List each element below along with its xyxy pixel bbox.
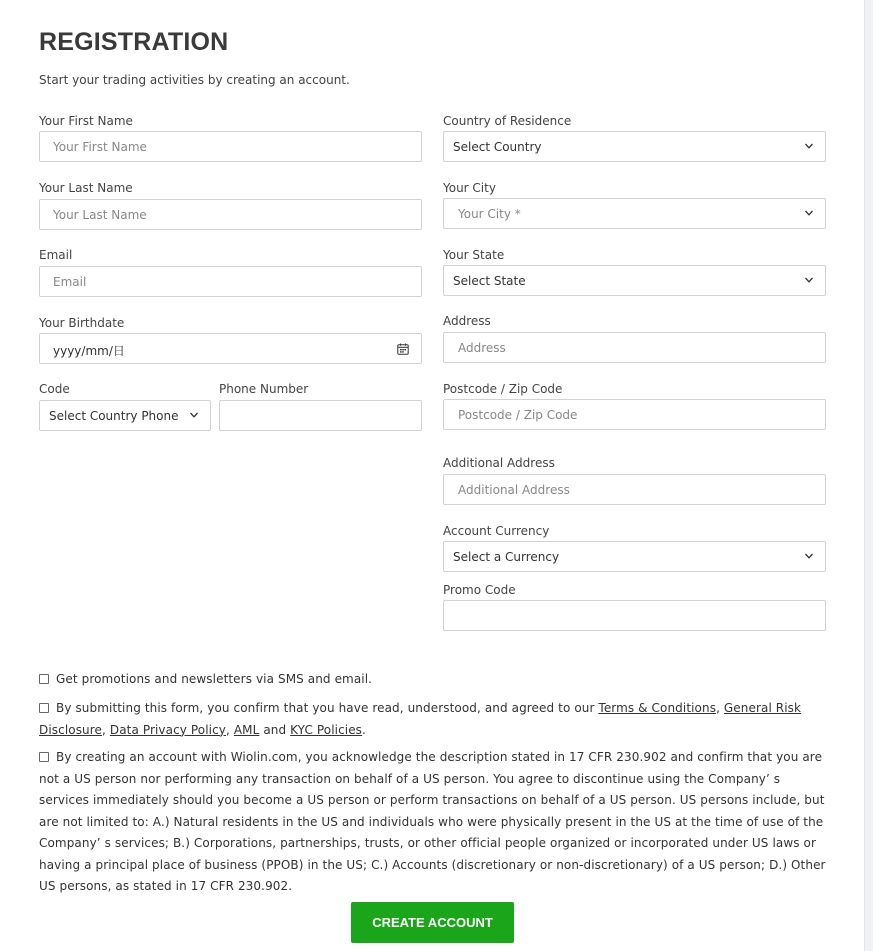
promo-code-label: Promo Code bbox=[443, 583, 516, 597]
currency-value: Select a Currency bbox=[453, 549, 560, 564]
currency-select[interactable] bbox=[443, 541, 826, 572]
terms-consent bbox=[39, 698, 829, 741]
city-label: Your City bbox=[443, 181, 496, 195]
terms-consent-text bbox=[39, 698, 829, 741]
create-account-button[interactable]: CREATE ACCOUNT bbox=[351, 902, 514, 943]
newsletter-consent bbox=[39, 669, 829, 691]
chevron-down-icon bbox=[189, 410, 199, 420]
additional-address-input[interactable] bbox=[443, 474, 826, 505]
risk-disclosure-link[interactable]: General Risk Disclosure bbox=[39, 701, 802, 737]
state-value: Select State bbox=[453, 273, 526, 288]
country-phone-code-value: Select Country Phone bbox=[49, 408, 179, 423]
country-phone-code-select[interactable] bbox=[39, 400, 211, 431]
last-name-label: Your Last Name bbox=[39, 181, 133, 195]
birthdate-input[interactable] bbox=[39, 333, 422, 364]
birthdate-label: Your Birthdate bbox=[39, 316, 125, 330]
terms-suffix: . bbox=[362, 722, 366, 737]
privacy-policy-link[interactable]: Data Privacy Policy bbox=[109, 722, 227, 737]
terms-separator: and bbox=[259, 722, 291, 737]
city-value: Your City * bbox=[458, 206, 521, 221]
terms-conditions-link[interactable]: Terms & Conditions bbox=[598, 701, 717, 715]
newsletter-checkbox[interactable] bbox=[39, 674, 49, 684]
aml-link[interactable]: AML bbox=[233, 722, 260, 737]
city-select[interactable] bbox=[443, 198, 826, 229]
phone-number-label: Phone Number bbox=[219, 382, 309, 396]
chevron-down-icon bbox=[804, 275, 814, 285]
chevron-down-icon bbox=[804, 208, 814, 218]
terms-separator: , bbox=[226, 722, 234, 737]
us-person-checkbox[interactable] bbox=[39, 752, 49, 762]
phone-number-input[interactable] bbox=[219, 400, 422, 431]
code-label: Code bbox=[39, 382, 70, 396]
additional-address-label: Additional Address bbox=[443, 456, 555, 470]
last-name-input[interactable] bbox=[39, 199, 422, 230]
first-name-input[interactable] bbox=[39, 131, 422, 162]
terms-separator: , bbox=[102, 722, 110, 737]
chevron-down-icon bbox=[804, 141, 814, 151]
terms-checkbox[interactable] bbox=[39, 703, 49, 713]
currency-label: Account Currency bbox=[443, 524, 550, 538]
email-input[interactable] bbox=[39, 266, 422, 297]
newsletter-consent-text: Get promotions and newsletters via SMS and email. bbox=[56, 672, 373, 686]
address-input[interactable] bbox=[443, 332, 826, 363]
first-name-label: Your First Name bbox=[39, 114, 133, 128]
page-title: REGISTRATION bbox=[39, 28, 229, 56]
calendar-icon[interactable] bbox=[397, 343, 409, 355]
birthdate-value: yyyy/mm/日 bbox=[53, 344, 125, 358]
us-person-consent bbox=[39, 747, 829, 898]
kyc-policies-link[interactable]: KYC Policies bbox=[290, 722, 363, 737]
page-subtitle: Start your trading activities by creating an account. bbox=[39, 73, 350, 87]
email-label: Email bbox=[39, 248, 73, 262]
postcode-label: Postcode / Zip Code bbox=[443, 382, 563, 396]
promo-code-input[interactable] bbox=[443, 600, 826, 631]
terms-separator: , bbox=[716, 701, 724, 715]
terms-prefix: By submitting this form, you confirm that you have read, understood, and agreed to our bbox=[56, 701, 599, 715]
state-label: Your State bbox=[443, 248, 505, 262]
country-label: Country of Residence bbox=[443, 114, 572, 128]
state-select[interactable] bbox=[443, 265, 826, 296]
country-select[interactable] bbox=[443, 131, 826, 162]
chevron-down-icon bbox=[804, 551, 814, 561]
address-label: Address bbox=[443, 314, 491, 328]
country-value: Select Country bbox=[453, 139, 542, 154]
postcode-input[interactable] bbox=[443, 399, 826, 430]
us-person-consent-text: By creating an account with Wiolin.com, you acknowledge the description stated in 17 CFR 230.902 and confirm that you are not a US person nor performing any transaction on behalf of a US person. You agree to discontinue using the Company’ s services immediately should you become a US person or perform transactions on behalf of a US person. US persons include, but are not limited to: A.) Natural residents in the US and individuals who were physically present in the US at the time of use of the Company’ s services; B.) Corporations, partnerships, trusts, or other official people organized or incorporated under US laws or having a principal place of business (PPOB) in the US; C.) Accounts (discretionary or non-discretionary) of a US person; D.) Other US persons, as stated in 17 CFR 230.902. bbox=[39, 750, 826, 893]
